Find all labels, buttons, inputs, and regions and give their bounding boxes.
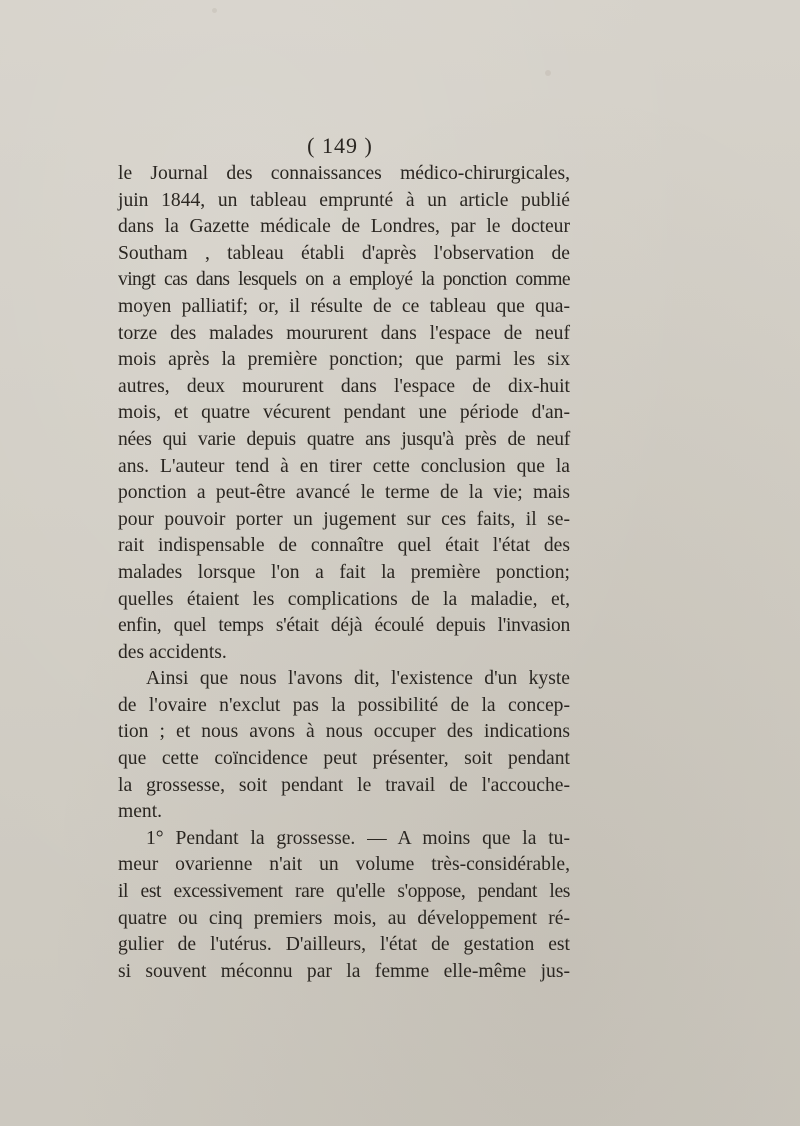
text-line: enfin, quel temps s'était déjà écoulé depuis l'invasion [118, 615, 570, 637]
paper-stain [212, 8, 217, 13]
text-line: quatre ou cinq premiers mois, au développement ré- [118, 907, 570, 929]
text-line: mois après la première ponction; que parmi les six [118, 349, 570, 371]
text-line: malades lorsque l'on a fait la première ponction; [118, 561, 570, 583]
text-line: ponction a peut-être avancé le terme de la vie; mais [118, 482, 570, 504]
text-line: vingt cas dans lesquels on a employé la ponction comme [118, 269, 570, 291]
text-line: Ainsi que nous l'avons dit, l'existence d'un kyste [146, 668, 570, 690]
text-line: tion ; et nous avons à nous occuper des indications [118, 721, 570, 743]
text-line: ment. [118, 801, 163, 823]
text-line: de l'ovaire n'exclut pas la possibilité de la concep- [118, 694, 570, 716]
text-line: des accidents. [118, 641, 227, 663]
text-line: meur ovarienne n'ait un volume très-considérable, [118, 854, 570, 876]
text-line: mois, et quatre vécurent pendant une période d'an- [118, 402, 570, 424]
text-line: que cette coïncidence peut présenter, soit pendant [118, 748, 570, 770]
text-line: autres, deux moururent dans l'espace de dix-huit [118, 375, 570, 397]
text-line: gulier de l'utérus. D'ailleurs, l'état de gestation est [118, 934, 570, 956]
text-line: pour pouvoir porter un jugement sur ces faits, il se- [118, 508, 570, 530]
text-line: torze des malades moururent dans l'espace de neuf [118, 322, 570, 344]
text-line: si souvent méconnu par la femme elle-même jus- [118, 960, 570, 982]
body-text [118, 161, 570, 985]
text-line: il est excessivement rare qu'elle s'oppose, pendant les [118, 881, 570, 903]
text-line: Southam , tableau établi d'après l'observation de [118, 242, 570, 264]
text-line: la grossesse, soit pendant le travail de l'accouche- [118, 774, 570, 796]
text-line: moyen palliatif; or, il résulte de ce tableau que qua- [118, 295, 570, 317]
text-line: dans la Gazette médicale de Londres, par le docteur [118, 216, 570, 238]
text-line: rait indispensable de connaître quel était l'état des [118, 535, 570, 557]
text-line: le Journal des connaissances médico-chirurgicales, [118, 163, 570, 184]
text-line: quelles étaient les complications de la maladie, et, [118, 588, 570, 610]
text-line: ans. L'auteur tend à en tirer cette conclusion que la [118, 455, 570, 477]
page-number: ( 149 ) [307, 133, 373, 158]
text-line: nées qui varie depuis quatre ans jusqu'à près de neuf [118, 428, 570, 450]
paper-stain [545, 70, 551, 76]
text-line: juin 1844, un tableau emprunté à un article publié [118, 189, 570, 211]
text-line: 1° Pendant la grossesse. — A moins que la tu- [146, 827, 570, 849]
